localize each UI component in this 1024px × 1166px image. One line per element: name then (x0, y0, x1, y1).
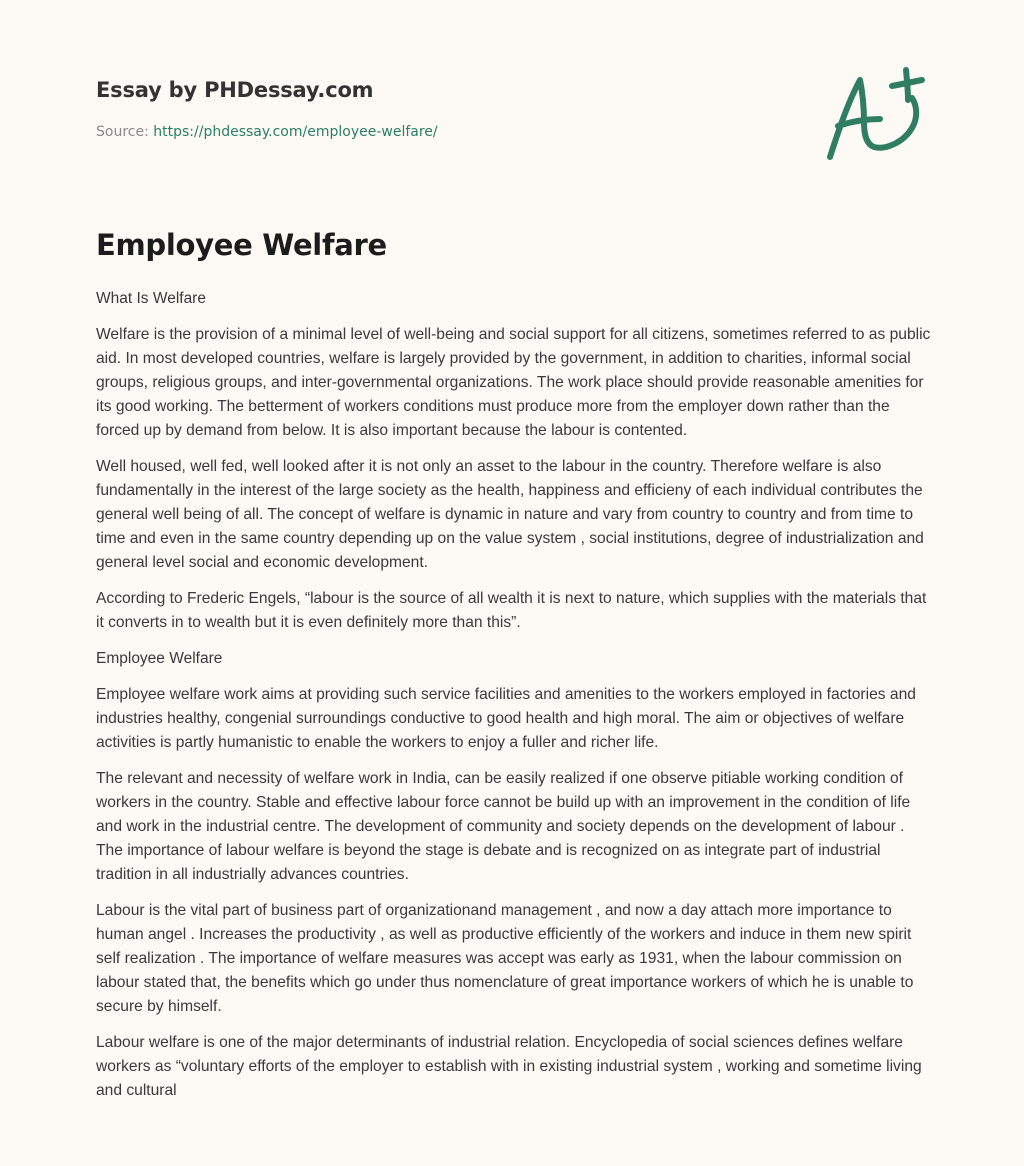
paragraph: Labour is the vital part of business part of organizationand management , and now a day attach more importance to human angel . Increases the productivity , as well as productive efficiently of the workers and induce in them new spirit self realization . The importance of welfare measures was accept was early as 1931, when the labour commission on labour stated that, the benefits which go under thus nomenclature of great importance workers of which he is unable to secure by himself. (96, 902, 914, 1015)
paragraph: Labour welfare is one of the major determinants of industrial relation. Encyclopedia of social sciences defines welfare workers as “voluntary efforts of the employer to establish with in existing industrial system , working and sometime living and cultural (96, 1034, 922, 1099)
paragraph: The relevant and necessity of welfare work in India, can be easily realized if one observe pitiable working condition of workers in the country. Stable and effective labour force cannot be build up with an improvement in the condition of life and work in the industrial centre. The development of community and society depends on the development of labour . The importance of labour welfare is beyond the stage is debate and is recognized on as integrate part of industrial tradition in all industrially advances countries. (96, 770, 911, 883)
page-header (96, 76, 796, 142)
subheading-what-is-welfare: What Is Welfare (96, 290, 206, 307)
paragraph: Well housed, well fed, well looked after it is not only an asset to the labour in the country. Therefore welfare is also fundamentally in the interest of the large society as the health, happiness and efficieny of each individual contributes the general well being of all. The concept of welfare is dynamic in nature and vary from country to country and from time to time and even in the same country depending up on the value system , social institutions, degree of industrialization and general level social and economic development. (96, 458, 924, 571)
essay-content (96, 225, 931, 1115)
paragraph: Welfare is the provision of a minimal level of well-being and social support for all citizens, sometimes referred to as public aid. In most developed countries, welfare is largely provided by the government, in addition to charities, informal social groups, religious groups, and inter-governmental organizations. The work place should provide reasonable amenities for its good working. The betterment of workers conditions must produce more from the employer down rather than the forced up by demand from below. It is also important because the labour is contented. (96, 326, 931, 439)
a-plus-grade-icon (818, 62, 938, 172)
source-line (96, 122, 796, 142)
paragraph: Employee welfare work aims at providing such service facilities and amenities to the workers employed in factories and industries healthy, congenial surroundings conductive to good health and high moral. The aim or objectives of welfare activities is partly humanistic to enable the workers to enjoy a fuller and richer life. (96, 686, 916, 751)
site-title: Essay by PHDessay.com (96, 78, 374, 102)
paragraph: According to Frederic Engels, “labour is the source of all wealth it is next to nature, which supplies with the materials that it converts in to wealth but it is even definitely more than this”. (96, 590, 927, 631)
subheading-employee-welfare: Employee Welfare (96, 650, 223, 667)
source-link[interactable]: https://phdessay.com/employee-welfare/ (153, 124, 438, 140)
essay-title: Employee Welfare (96, 228, 387, 262)
source-label: Source: (96, 124, 154, 140)
